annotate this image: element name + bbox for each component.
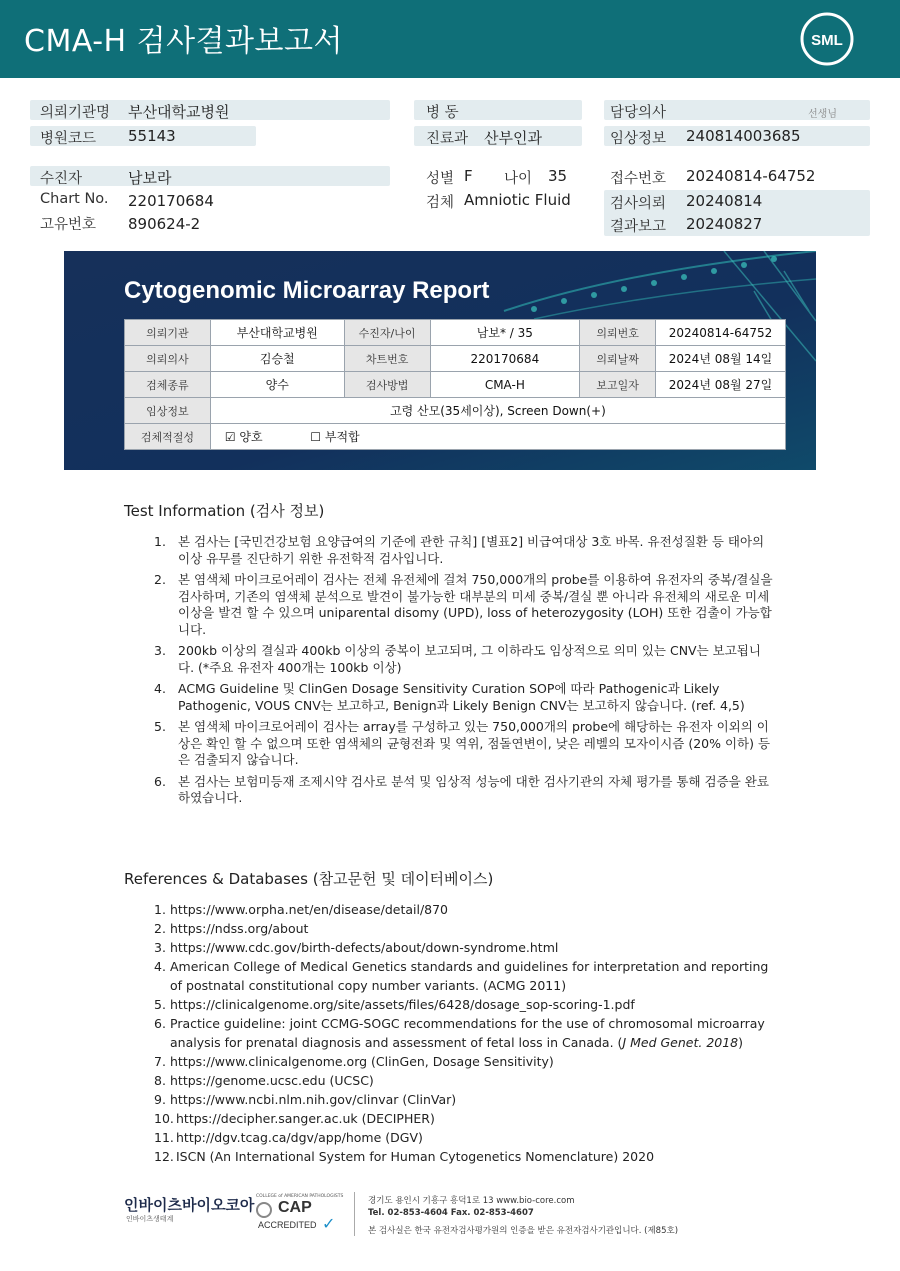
table-cell: 부산대학교병원: [210, 320, 344, 346]
table-cell: 의뢰기관: [125, 320, 211, 346]
uid-label: 고유번호: [40, 217, 97, 233]
req-value: 20240814: [686, 192, 763, 210]
sml-logo-icon: [800, 12, 854, 66]
list-item: 5. https://clinicalgenome.org/site/assets/files/6428/dosage_sop-scoring-1.pdf: [154, 997, 635, 1012]
list-item: 10. https://decipher.sanger.ac.uk (DECIPHER): [154, 1111, 435, 1126]
code-label: 병원코드: [40, 131, 97, 147]
list-item: 9. https://www.ncbi.nlm.nih.gov/clinvar (ClinVar): [154, 1092, 457, 1107]
journal-citation: J Med Genet. 2018: [622, 1035, 739, 1050]
list-item: 8. https://genome.ucsc.edu (UCSC): [154, 1073, 374, 1088]
footer: [124, 1190, 784, 1240]
patient-pill: [30, 166, 390, 186]
list-item: 6. Practice guideline: joint CCMG-SOGC recommendations for the use of chromosomal microarray analysis for prenatal diagnosis and assessment of fetal loss in Canada. (J Med Genet. 2018): [154, 1016, 765, 1050]
table-cell: 양수: [210, 372, 344, 398]
code-value: 55143: [128, 127, 176, 145]
cap-word: CAP: [278, 1199, 312, 1216]
cap-seal-icon: [256, 1202, 272, 1218]
table-cell: 의뢰의사: [125, 346, 211, 372]
list-item: 4. American College of Medical Genetics standards and guidelines for interpretation and reporting of postnatal constitutional copy number variants. (ACMG 2011): [154, 959, 769, 993]
sex-label: 성별: [426, 171, 455, 187]
table-row: [125, 320, 786, 346]
list-item: 11. http://dgv.tcag.ca/dgv/app/home (DGV): [154, 1130, 423, 1145]
table-cell: 수진자/나이: [344, 320, 430, 346]
table-cell: 220170684: [430, 346, 580, 372]
list-item: 1. 본 검사는 [국민건강보험 요양급여의 기준에 관한 규칙] [별표2] 비급여대상 3호 바목. 유전성질환 등 태아의 이상 유무를 진단하기 위한 유전학적 검사입니다.: [154, 534, 765, 566]
list-item: 2. https://ndss.org/about: [154, 921, 309, 936]
req-label: 검사의뢰: [610, 196, 667, 212]
table-row: [125, 424, 786, 450]
list-item: 1. https://www.orpha.net/en/disease/detail/870: [154, 902, 449, 917]
table-cell: 김승철: [210, 346, 344, 372]
age-label: 나이: [504, 171, 533, 187]
result-value: 20240827: [686, 215, 763, 233]
table-cell: 보고일자: [580, 372, 656, 398]
adequacy-header-cell: 검체적절성: [125, 424, 211, 450]
microarray-banner: [64, 251, 816, 470]
cap-accredited-logo: [256, 1194, 342, 1234]
summary-table: [124, 319, 786, 450]
patient-label: 수진자: [40, 171, 83, 187]
table-row: [125, 346, 786, 372]
chart-value: 220170684: [128, 192, 214, 210]
brand-sub: 인바이츠생태계: [126, 1215, 174, 1223]
table-cell: 검체종류: [125, 372, 211, 398]
chart-label: Chart No.: [40, 191, 109, 207]
footer-cert: 본 검사실은 한국 유전자검사평가원의 인증을 받은 유전자검사기관입니다. (제85호): [368, 1226, 679, 1236]
list-item: 6. 본 검사는 보험미등재 조제시약 검사로 분석 및 임상적 성능에 대한 검사기관의 자체 평가를 통해 검증을 완료하였습니다.: [154, 773, 769, 805]
table-row: [125, 372, 786, 398]
table-cell: 의뢰번호: [580, 320, 656, 346]
table-row: [125, 398, 786, 424]
checkmark-icon: ✓: [322, 1214, 336, 1233]
table-cell: 남보* / 35: [430, 320, 580, 346]
dept-value: 산부인과: [484, 129, 542, 147]
uid-value: 890624-2: [128, 215, 201, 233]
logo-text: SML: [811, 32, 843, 49]
test-info-title: Test Information (검사 정보): [124, 502, 325, 520]
test-info-list: [154, 534, 774, 812]
clinical-value: 240814003685: [686, 127, 801, 145]
footer-tel: Tel. 02-853-4604 Fax. 02-853-4607: [368, 1208, 534, 1218]
clinical-label: 임상정보: [610, 131, 667, 147]
table-cell: CMA-H: [430, 372, 580, 398]
report-title: CMA-H 검사결과보고서: [24, 24, 343, 59]
list-item: 5. 본 염색체 마이크로어레이 검사는 array를 구성하고 있는 750,000개의 probe에 해당하는 유전자 이외의 이상은 확인 할 수 없으며 또한 염색체의 균형전좌 및 역위, 점돌연변이, 낮은 레벨의 모자이시즘 (20% 이하) 등은 검출되지 않습니다.: [154, 719, 771, 767]
sex-value: F: [464, 167, 473, 185]
list-item: 4. ACMG Guideline 및 ClinGen Dosage Sensitivity Curation SOP에 따라 Pathogenic과 Likely Pathogenic, VOUS CNV는 보고하고, Benign과 Likely Benign CNV는 보고하지 않습니다. (ref. 4,5): [154, 681, 745, 713]
table-cell: 차트번호: [344, 346, 430, 372]
result-label: 결과보고: [610, 219, 667, 235]
receipt-value: 20240814-64752: [686, 167, 816, 185]
adequate-checkbox: ☑ 양호: [224, 430, 263, 444]
references-title: References & Databases (참고문헌 및 데이터베이스): [124, 870, 494, 888]
footer-address: 경기도 용인시 기흥구 흥덕1로 13 www.bio-core.com: [368, 1196, 575, 1206]
banner-title: Cytogenomic Microarray Report: [124, 277, 490, 304]
receipt-label: 접수번호: [610, 171, 667, 187]
cap-top-text: COLLEGE of AMERICAN PATHOLOGISTS: [256, 1194, 344, 1199]
age-value: 35: [548, 167, 568, 185]
list-item: 12. ISCN (An International System for Human Cytogenetics Nomenclature) 2020: [154, 1149, 655, 1164]
list-item: 2. 본 염색체 마이크로어레이 검사는 전체 유전체에 걸쳐 750,000개의 probe를 이용하여 유전자의 중복/결실을 검사하며, 기존의 염색체 분석으로 발견이 불가능한 대부분의 미세 중복/결실 뿐 아니라 유전체의 새로운 미세이상을 발견 할 수 있으며 uniparental disomy (UPD), loss of heterozygosity (LOH) 또한 검출이 가능합니다.: [154, 572, 773, 637]
ward-label: 병 동: [426, 105, 459, 121]
table-cell: 2024년 08월 27일: [656, 372, 786, 398]
footer-divider: [354, 1192, 355, 1236]
list-item: 3. 200kb 이상의 결실과 400kb 이상의 중복이 보고되며, 그 이하라도 임상적으로 의미 있는 CNV는 보고됩니다. (*주요 유전자 400개는 100kb 이상): [154, 643, 761, 675]
doctor-suffix: 선생님: [808, 109, 837, 120]
dept-label: 진료과: [426, 131, 469, 147]
table-cell: 의뢰날짜: [580, 346, 656, 372]
specimen-label: 검체: [426, 195, 455, 211]
references-list: [154, 900, 774, 1166]
inadequate-checkbox: ☐ 부적합: [310, 430, 360, 444]
list-item: 7. https://www.clinicalgenome.org (ClinGen, Dosage Sensitivity): [154, 1054, 554, 1069]
hospital-value: 부산대학교병원: [128, 103, 230, 121]
hospital-label: 의뢰기관명: [40, 105, 111, 121]
adequacy-value-cell: [210, 424, 785, 450]
table-cell: 20240814-64752: [656, 320, 786, 346]
list-item: 3. https://www.cdc.gov/birth-defects/about/down-syndrome.html: [154, 940, 559, 955]
clinical-header-cell: 임상정보: [125, 398, 211, 424]
specimen-value: Amniotic Fluid: [464, 191, 571, 209]
table-cell: 검사방법: [344, 372, 430, 398]
brand-logo: 인바이츠바이오코아: [124, 1196, 255, 1214]
patient-value: 남보라: [128, 169, 172, 187]
doctor-label: 담당의사: [610, 105, 667, 121]
header-bar: [0, 0, 900, 78]
clinical-value-cell: 고령 산모(35세이상), Screen Down(+): [210, 398, 785, 424]
table-cell: 2024년 08월 14일: [656, 346, 786, 372]
cap-accredited: ACCREDITED: [258, 1220, 317, 1230]
